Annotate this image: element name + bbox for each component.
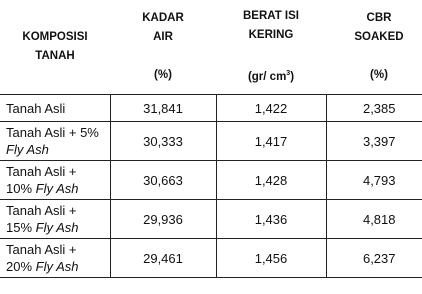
row-label	[0, 161, 110, 200]
row-label-percent: 20%	[6, 259, 36, 274]
row-label-text: Tanah Asli	[6, 100, 66, 116]
row-label	[0, 239, 110, 278]
header-kadar-air-unit: (%)	[154, 69, 172, 81]
header-komposisi-label: KOMPOSISI TANAH	[22, 31, 88, 62]
cell-berat-isi: 1,428	[216, 161, 326, 200]
cell-kadar-air: 29,936	[110, 200, 216, 239]
table-row	[0, 239, 422, 278]
header-berat-isi-unit-sup: 3	[286, 70, 291, 77]
header-berat-isi-unit	[216, 64, 326, 87]
header-berat-isi-unit-pre: (gr/ cm	[247, 71, 287, 83]
row-label	[0, 122, 110, 161]
cell-cbr: 2,385	[326, 95, 422, 122]
header-kadar-air	[110, 0, 216, 95]
cell-kadar-air: 31,841	[110, 95, 216, 122]
row-label-percent: 15%	[6, 220, 36, 235]
row-label-text: Tanah Asli +	[6, 242, 77, 257]
cell-berat-isi: 1,436	[216, 200, 326, 239]
header-cbr-line2: SOAKED	[354, 31, 404, 43]
table-row	[0, 95, 422, 122]
cell-berat-isi: 1,456	[216, 239, 326, 278]
cell-cbr: 3,397	[326, 122, 422, 161]
header-kadar-air-line1: KADAR	[142, 12, 184, 24]
row-label-italic: Fly Ash	[35, 220, 79, 235]
row-label-text: Tanah Asli +	[6, 164, 77, 179]
cell-berat-isi: 1,417	[216, 122, 326, 161]
table-row	[0, 200, 422, 239]
row-label	[0, 95, 110, 122]
cell-berat-isi: 1,422	[216, 95, 326, 122]
header-komposisi-tanah	[0, 0, 110, 95]
table-header-row	[0, 0, 422, 95]
row-label-text: Tanah Asli + 5%	[6, 125, 99, 140]
cell-kadar-air: 30,333	[110, 122, 216, 161]
row-label-italic: Fly Ash	[35, 181, 79, 196]
table-row	[0, 161, 422, 200]
row-label	[0, 200, 110, 239]
header-berat-isi-line1: BERAT ISI	[242, 10, 299, 22]
cell-kadar-air: 29,461	[110, 239, 216, 278]
row-label-percent: 10%	[6, 181, 36, 196]
cell-cbr: 6,237	[326, 239, 422, 278]
header-cbr-unit: (%)	[370, 69, 388, 81]
row-label-italic: Fly Ash	[6, 142, 49, 157]
cell-cbr: 4,793	[326, 161, 422, 200]
header-cbr-line1: CBR	[366, 12, 392, 24]
header-kadar-air-line2: AIR	[153, 31, 173, 43]
header-berat-isi-unit-post: )	[290, 71, 295, 83]
header-berat-isi-kering	[216, 0, 326, 95]
header-cbr-soaked	[326, 0, 422, 95]
row-label-text: Tanah Asli +	[6, 203, 77, 218]
row-label-italic: Fly Ash	[35, 259, 79, 274]
header-berat-isi-line2: KERING	[248, 29, 294, 41]
cell-kadar-air: 30,663	[110, 161, 216, 200]
cell-cbr: 4,818	[326, 200, 422, 239]
table-row	[0, 122, 422, 161]
